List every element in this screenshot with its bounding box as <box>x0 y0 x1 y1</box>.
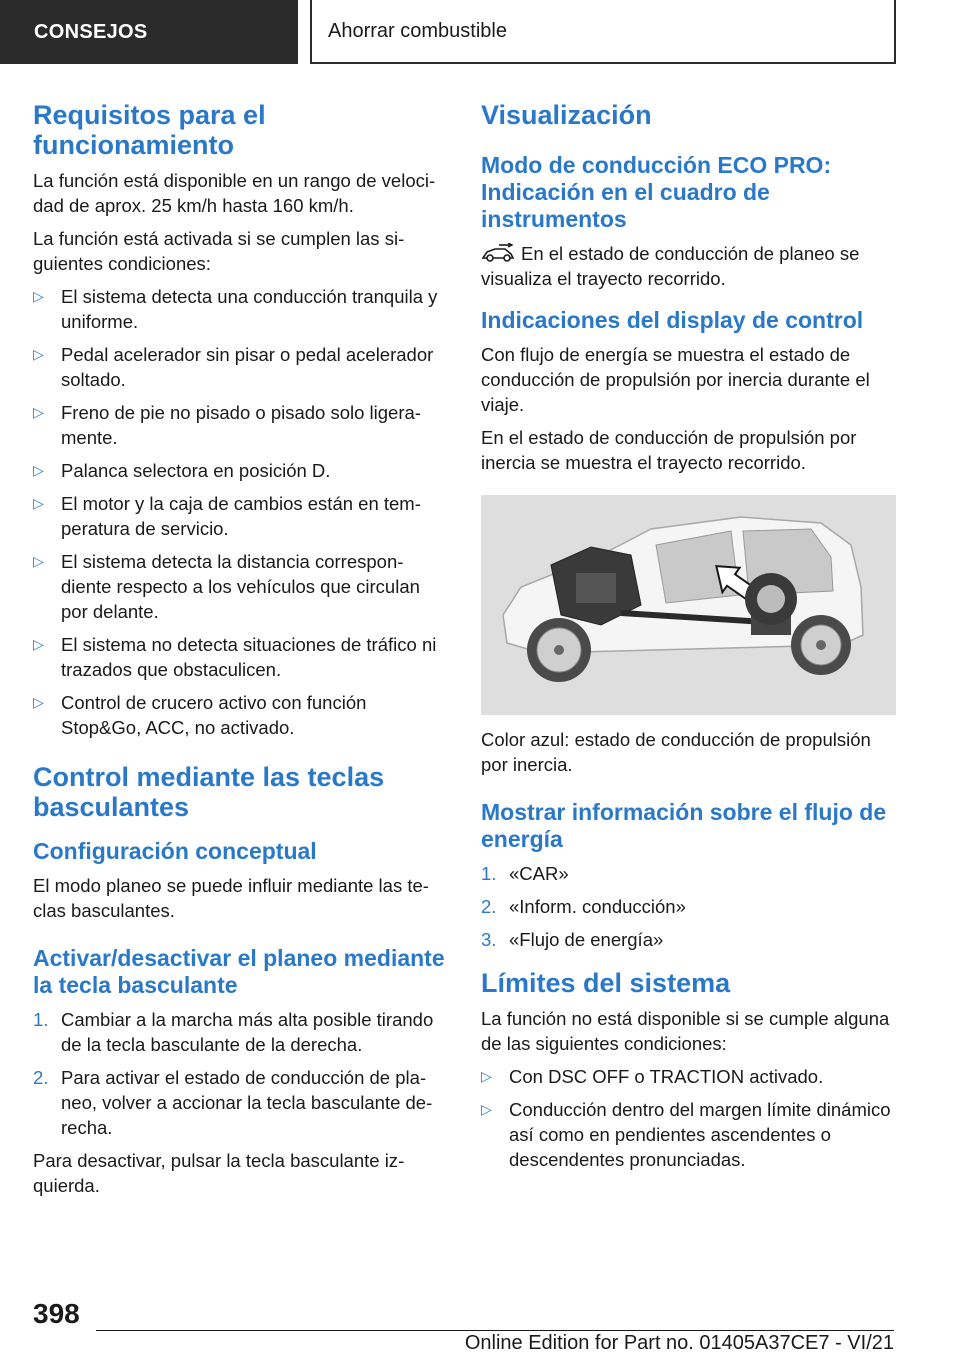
system-limits-paragraph: La función no está disponible si se cumple alguna de las siguientes condiciones: <box>481 1008 890 1054</box>
left-column <box>33 100 445 1206</box>
eco-pro-heading: Modo de conducción ECO PRO: Indicación en el cuadro de instrumentos <box>481 152 832 232</box>
list-item <box>33 1065 445 1140</box>
display-heading: Indicaciones del display de control <box>481 307 864 333</box>
list-item-text: El sistema no detecta situaciones de tráfico ni trazados que obstaculicen. <box>61 634 437 680</box>
requirements-paragraph-1: La función está disponible en un rango de velocidad de aprox. 25 km/h hasta 160 km/h. <box>33 170 436 216</box>
list-item <box>481 1064 896 1089</box>
list-item <box>33 690 445 740</box>
config-heading: Configuración conceptual <box>33 838 317 864</box>
triangle-bullet-icon: ▷ <box>33 346 44 362</box>
list-item-text: Control de crucero activo con función Stop&Go, ACC, no activado. <box>61 692 367 738</box>
list-item <box>481 927 896 952</box>
step-number: 1. <box>481 863 497 884</box>
list-item-text: El sistema detecta una conducción tranquila y uniforme. <box>61 286 438 332</box>
list-item <box>33 549 445 624</box>
list-item-text: Freno de pie no pisado o pisado solo ligeramente. <box>61 402 421 448</box>
step-number: 3. <box>481 929 497 950</box>
list-item <box>481 1097 896 1172</box>
right-column <box>481 100 896 1180</box>
step-text: «CAR» <box>509 863 569 884</box>
triangle-bullet-icon: ▷ <box>33 462 44 478</box>
list-item <box>33 1007 445 1057</box>
energy-flow-steps <box>481 861 896 952</box>
list-item-text: Conducción dentro del margen límite dinámico así como en pendientes ascendentes o descendentes pronunciadas. <box>509 1099 891 1170</box>
car-drivetrain-illustration <box>481 495 896 715</box>
triangle-bullet-icon: ▷ <box>33 288 44 304</box>
requirements-paragraph-2: La función está activada si se cumplen las siguientes condiciones: <box>33 228 405 274</box>
coasting-car-icon <box>481 243 515 263</box>
list-item <box>481 861 896 886</box>
requirements-heading: Requisitos para el funcionamiento <box>33 100 266 160</box>
visualization-heading: Visualización <box>481 100 652 130</box>
chapter-label: CONSEJOS <box>34 20 148 43</box>
step-number: 1. <box>33 1009 49 1030</box>
triangle-bullet-icon: ▷ <box>33 495 44 511</box>
triangle-bullet-icon: ▷ <box>481 1068 492 1084</box>
display-paragraph-2: En el estado de conducción de propulsión por inercia se muestra el trayecto recorrido. <box>481 427 857 473</box>
topic-tab <box>310 0 896 64</box>
list-item <box>33 400 445 450</box>
activate-steps <box>33 1007 445 1140</box>
page-number: 398 <box>33 1298 80 1329</box>
list-item <box>33 284 445 334</box>
control-heading: Control mediante las teclas basculantes <box>33 762 385 822</box>
list-item-text: Pedal acelerador sin pisar o pedal acelerador soltado. <box>61 344 434 390</box>
conditions-list <box>33 284 445 740</box>
step-number: 2. <box>481 896 497 917</box>
triangle-bullet-icon: ▷ <box>481 1101 492 1117</box>
step-text: «Flujo de energía» <box>509 929 664 950</box>
list-item-text: Con DSC OFF o TRACTION activado. <box>509 1066 824 1087</box>
eco-pro-text: En el estado de conducción de planeo se visualiza el trayecto recorrido. <box>481 243 860 289</box>
footer-divider <box>96 1330 894 1331</box>
list-item <box>33 342 445 392</box>
triangle-bullet-icon: ▷ <box>33 694 44 710</box>
system-limits-list <box>481 1064 896 1172</box>
triangle-bullet-icon: ▷ <box>33 404 44 420</box>
triangle-bullet-icon: ▷ <box>33 636 44 652</box>
system-limits-heading: Límites del sistema <box>481 968 731 998</box>
config-paragraph: El modo planeo se puede influir mediante las teclas basculantes. <box>33 875 429 921</box>
display-paragraph-1: Con flujo de energía se muestra el estado de conducción de propulsión por inercia durante el viaje. <box>481 344 870 415</box>
list-item-text: El motor y la caja de cambios están en temperatura de servicio. <box>61 493 421 539</box>
activate-heading: Activar/desactivar el planeo mediante la tecla basculante <box>33 945 445 998</box>
chapter-tab <box>0 0 298 64</box>
step-number: 2. <box>33 1067 49 1088</box>
energy-flow-heading: Mostrar información sobre el flujo de energía <box>481 799 887 852</box>
list-item <box>33 632 445 682</box>
topic-label: Ahorrar combustible <box>328 19 507 42</box>
step-text: Cambiar a la marcha más alta posible tirando de la tecla basculante de la derecha. <box>61 1009 434 1055</box>
list-item <box>33 491 445 541</box>
triangle-bullet-icon: ▷ <box>33 553 44 569</box>
list-item-text: El sistema detecta la distancia correspondiente respecto a los vehículos que circulan por delante. <box>61 551 420 622</box>
step-text: Para activar el estado de conducción de planeo, volver a accionar la tecla basculante derecha. <box>61 1067 433 1138</box>
list-item <box>33 458 445 483</box>
list-item-text: Palanca selectora en posición D. <box>61 460 331 481</box>
edition-note: Online Edition for Part no. 01405A37CE7 - VI/21 <box>464 1332 894 1354</box>
eco-pro-paragraph <box>481 241 896 291</box>
list-item <box>481 894 896 919</box>
figure-caption: Color azul: estado de conducción de propulsión por inercia. <box>481 729 871 775</box>
deactivate-paragraph: Para desactivar, pulsar la tecla basculante izquierda. <box>33 1150 405 1196</box>
step-text: «Inform. conducción» <box>509 896 686 917</box>
